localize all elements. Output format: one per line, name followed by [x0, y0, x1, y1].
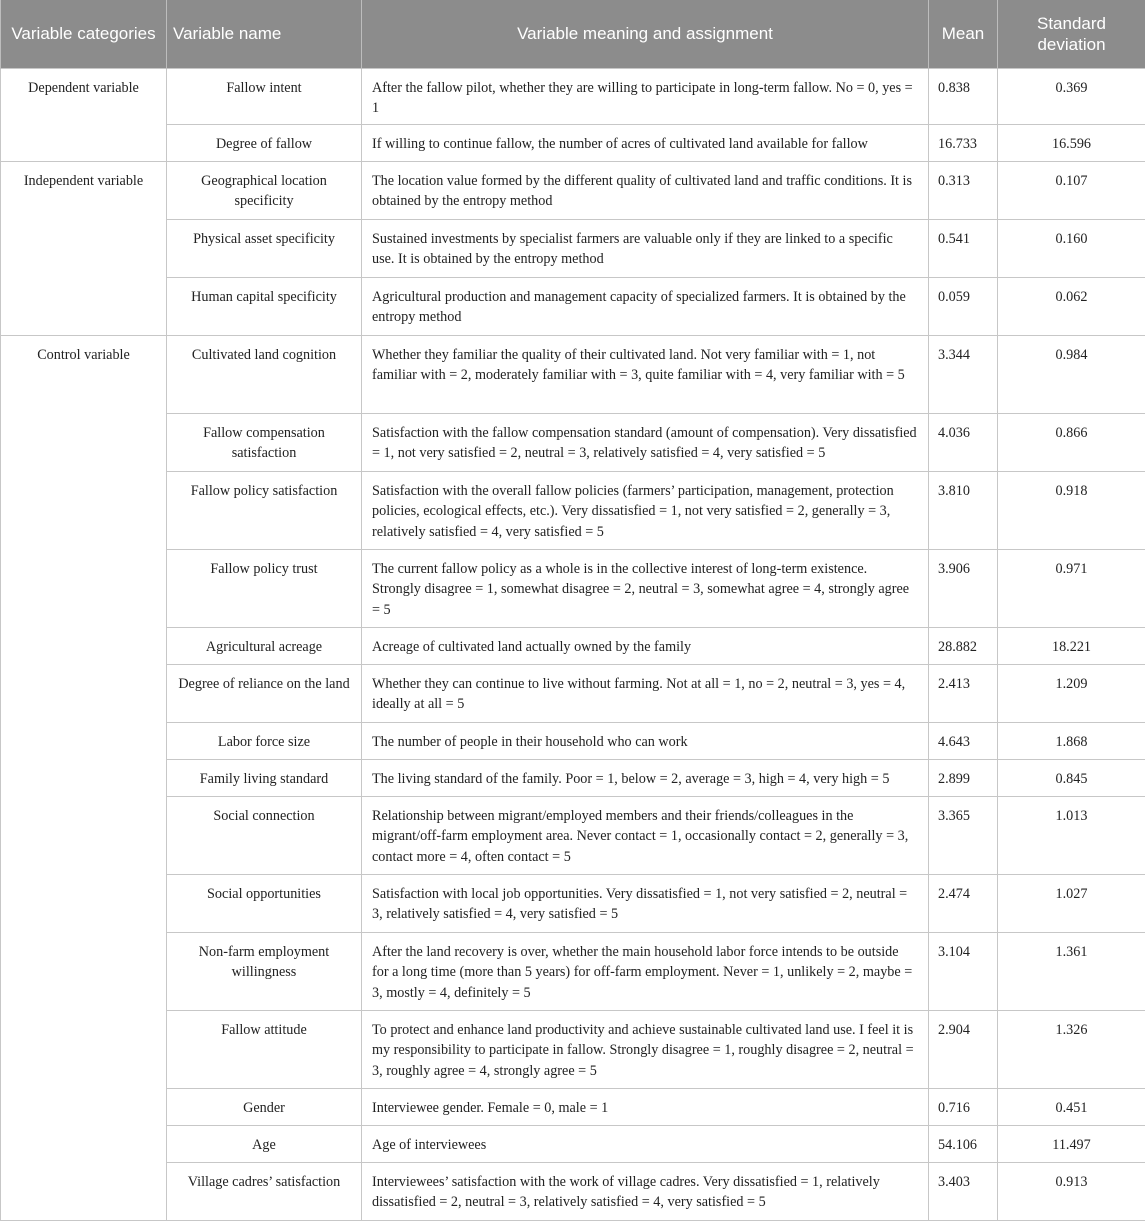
table-row — [1, 760, 1145, 797]
standard-deviation-cell: 0.369 — [998, 68, 1145, 125]
table-row — [1, 414, 1145, 472]
variable-meaning-cell: Interviewees’ satisfaction with the work of village cadres. Very dissatisfied = 1, relatively dissatisfied = 2, neutral = 3, relatively satisfied = 4, very satisfied = 5 — [362, 1163, 929, 1221]
variable-meaning-cell: The location value formed by the different quality of cultivated land and traffic conditions. It is obtained by the entropy method — [362, 162, 929, 220]
variable-name-cell: Fallow compensation satisfaction — [167, 414, 362, 472]
mean-cell: 2.904 — [929, 1011, 998, 1089]
table-row — [1, 68, 1145, 125]
mean-cell: 2.899 — [929, 760, 998, 797]
table-header — [1, 0, 1145, 68]
mean-cell: 3.104 — [929, 933, 998, 1011]
mean-cell: 16.733 — [929, 125, 998, 162]
mean-cell: 0.716 — [929, 1089, 998, 1126]
variable-meaning-cell: Interviewee gender. Female = 0, male = 1 — [362, 1089, 929, 1126]
header-variable-categories: Variable categories — [1, 0, 167, 68]
variable-meaning-cell: The current fallow policy as a whole is in the collective interest of long-term existence. Strongly disagree = 1, somewhat disagree = 2, neutral = 3, somewhat agree = 4, strongly agree = 5 — [362, 550, 929, 628]
standard-deviation-cell: 18.221 — [998, 628, 1145, 665]
table-row — [1, 550, 1145, 628]
table-row — [1, 472, 1145, 550]
standard-deviation-cell: 0.107 — [998, 162, 1145, 220]
mean-cell: 0.838 — [929, 68, 998, 125]
variable-name-cell: Agricultural acreage — [167, 628, 362, 665]
variable-meaning-cell: Satisfaction with the fallow compensation standard (amount of compensation). Very dissatisfied = 1, not very satisfied = 2, neutral = 3, relatively satisfied = 4, very satisfied = 5 — [362, 414, 929, 472]
header-standard-deviation: Standard deviation — [998, 0, 1145, 68]
header-row — [1, 0, 1145, 68]
variable-meaning-cell: After the fallow pilot, whether they are willing to participate in long-term fallow. No = 0, yes = 1 — [362, 68, 929, 125]
standard-deviation-cell: 0.451 — [998, 1089, 1145, 1126]
variable-name-cell: Fallow attitude — [167, 1011, 362, 1089]
mean-cell: 4.643 — [929, 723, 998, 760]
header-variable-meaning: Variable meaning and assignment — [362, 0, 929, 68]
variable-name-cell: Social opportunities — [167, 875, 362, 933]
variable-category-cell: Dependent variable — [1, 68, 167, 162]
standard-deviation-cell: 0.913 — [998, 1163, 1145, 1221]
variable-name-cell: Geographical location specificity — [167, 162, 362, 220]
variable-name-cell: Fallow intent — [167, 68, 362, 125]
variable-meaning-cell: Whether they can continue to live without farming. Not at all = 1, no = 2, neutral = 3, yes = 4, ideally at all = 5 — [362, 665, 929, 723]
mean-cell: 4.036 — [929, 414, 998, 472]
table-row — [1, 933, 1145, 1011]
table-row — [1, 336, 1145, 414]
variable-meaning-cell: Acreage of cultivated land actually owned by the family — [362, 628, 929, 665]
variable-name-cell: Fallow policy satisfaction — [167, 472, 362, 550]
mean-cell: 3.365 — [929, 797, 998, 875]
table-row — [1, 1163, 1145, 1221]
variable-meaning-cell: To protect and enhance land productivity and achieve sustainable cultivated land use. I feel it is my responsibility to participate in fallow. Strongly disagree = 1, roughly disagree = 2, neutral = 3, roughly agree = 4, strongly agree = 5 — [362, 1011, 929, 1089]
variable-meaning-cell: The number of people in their household who can work — [362, 723, 929, 760]
variable-name-cell: Non-farm employment willingness — [167, 933, 362, 1011]
mean-cell: 2.413 — [929, 665, 998, 723]
variable-name-cell: Cultivated land cognition — [167, 336, 362, 414]
mean-cell: 3.344 — [929, 336, 998, 414]
variable-meaning-cell: The living standard of the family. Poor = 1, below = 2, average = 3, high = 4, very high = 5 — [362, 760, 929, 797]
standard-deviation-cell: 1.013 — [998, 797, 1145, 875]
variable-name-cell: Physical asset specificity — [167, 220, 362, 278]
variable-meaning-cell: Whether they familiar the quality of their cultivated land. Not very familiar with = 1, not familiar with = 2, moderately familiar with = 3, quite familiar with = 4, very familiar with = 5 — [362, 336, 929, 414]
mean-cell: 28.882 — [929, 628, 998, 665]
variable-meaning-cell: Satisfaction with the overall fallow policies (farmers’ participation, management, protection policies, ecological effects, etc.). Very dissatisfied = 1, not very satisfied = 2, generally = 3, relatively satisfied = 4, very satisfied = 5 — [362, 472, 929, 550]
standard-deviation-cell: 1.027 — [998, 875, 1145, 933]
standard-deviation-cell: 0.062 — [998, 278, 1145, 336]
table-row — [1, 1011, 1145, 1089]
table-row — [1, 125, 1145, 162]
standard-deviation-cell: 0.971 — [998, 550, 1145, 628]
table-row — [1, 797, 1145, 875]
variable-meaning-cell: Relationship between migrant/employed members and their friends/colleagues in the migrant/off-farm employment area. Never contact = 1, occasionally contact = 2, generally = 3, contact more = 4, often contact = 5 — [362, 797, 929, 875]
mean-cell: 0.313 — [929, 162, 998, 220]
variable-name-cell: Degree of fallow — [167, 125, 362, 162]
variable-name-cell: Human capital specificity — [167, 278, 362, 336]
table-row — [1, 278, 1145, 336]
variable-meaning-cell: If willing to continue fallow, the number of acres of cultivated land available for fallow — [362, 125, 929, 162]
standard-deviation-cell: 0.160 — [998, 220, 1145, 278]
table-body — [1, 68, 1145, 1221]
standard-deviation-cell: 16.596 — [998, 125, 1145, 162]
table-row — [1, 875, 1145, 933]
variable-name-cell: Fallow policy trust — [167, 550, 362, 628]
variable-category-cell: Control variable — [1, 336, 167, 1221]
variable-name-cell: Village cadres’ satisfaction — [167, 1163, 362, 1221]
variable-name-cell: Age — [167, 1126, 362, 1163]
mean-cell: 0.059 — [929, 278, 998, 336]
standard-deviation-cell: 0.845 — [998, 760, 1145, 797]
standard-deviation-cell: 0.866 — [998, 414, 1145, 472]
table-row — [1, 220, 1145, 278]
table-row — [1, 665, 1145, 723]
standard-deviation-cell: 1.209 — [998, 665, 1145, 723]
variable-name-cell: Labor force size — [167, 723, 362, 760]
variable-category-cell: Independent variable — [1, 162, 167, 336]
variable-name-cell: Social connection — [167, 797, 362, 875]
standard-deviation-cell: 0.984 — [998, 336, 1145, 414]
mean-cell: 54.106 — [929, 1126, 998, 1163]
mean-cell: 3.906 — [929, 550, 998, 628]
mean-cell: 2.474 — [929, 875, 998, 933]
variable-name-cell: Degree of reliance on the land — [167, 665, 362, 723]
table-row — [1, 1089, 1145, 1126]
table-row — [1, 1126, 1145, 1163]
table-row — [1, 723, 1145, 760]
table-row — [1, 162, 1145, 220]
variable-meaning-cell: Agricultural production and management capacity of specialized farmers. It is obtained by the entropy method — [362, 278, 929, 336]
variable-meaning-cell: Age of interviewees — [362, 1126, 929, 1163]
table-row — [1, 628, 1145, 665]
standard-deviation-cell: 1.361 — [998, 933, 1145, 1011]
mean-cell: 0.541 — [929, 220, 998, 278]
header-mean: Mean — [929, 0, 998, 68]
standard-deviation-cell: 0.918 — [998, 472, 1145, 550]
variable-meaning-cell: Satisfaction with local job opportunities. Very dissatisfied = 1, not very satisfied = 2, neutral = 3, relatively satisfied = 4, very satisfied = 5 — [362, 875, 929, 933]
variable-meaning-cell: Sustained investments by specialist farmers are valuable only if they are linked to a specific use. It is obtained by the entropy method — [362, 220, 929, 278]
variable-meaning-cell: After the land recovery is over, whether the main household labor force intends to be outside for a long time (more than 5 years) for off-farm employment. Never = 1, unlikely = 2, maybe = 3, mostly = 4, definitely = 5 — [362, 933, 929, 1011]
standard-deviation-cell: 1.326 — [998, 1011, 1145, 1089]
standard-deviation-cell: 1.868 — [998, 723, 1145, 760]
standard-deviation-cell: 11.497 — [998, 1126, 1145, 1163]
mean-cell: 3.810 — [929, 472, 998, 550]
mean-cell: 3.403 — [929, 1163, 998, 1221]
variable-name-cell: Gender — [167, 1089, 362, 1126]
variable-name-cell: Family living standard — [167, 760, 362, 797]
header-variable-name: Variable name — [167, 0, 362, 68]
